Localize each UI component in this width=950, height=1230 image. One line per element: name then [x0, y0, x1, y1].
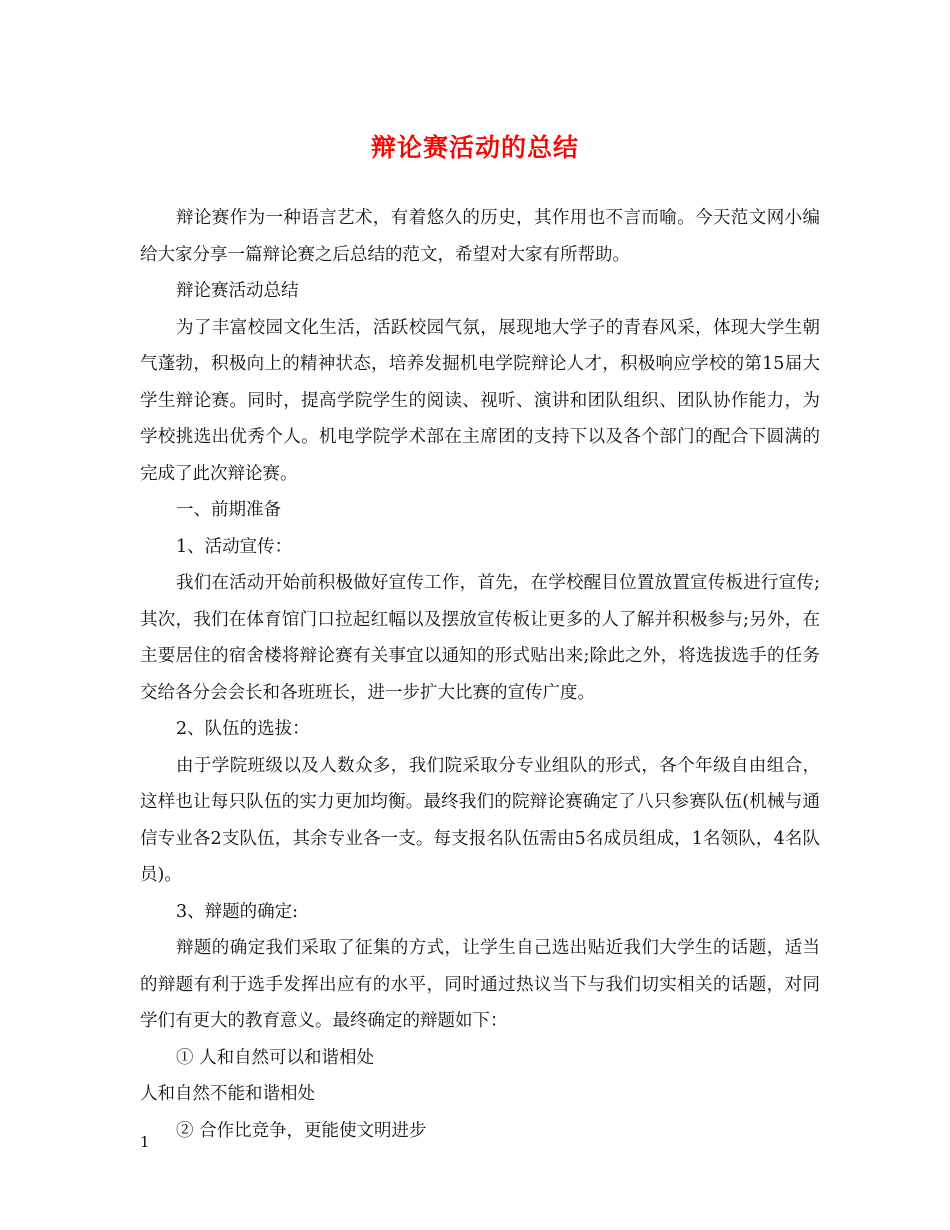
- topic-item-1-negative: 人和自然不能和谐相处: [140, 1084, 315, 1104]
- paragraph-team-selection: 由于学院班级以及人数众多，我们院采取分专业组队的形式，各个年级自由组合，这样也让每只队伍的实力更加均衡。最终我们的院辩论赛确定了八只参赛队伍(机械与通信专业各2支队伍，其余专业各一支。每支报名队伍需由5名成员组成，1名领队，4名队员)。: [140, 755, 820, 885]
- document-body: [140, 200, 820, 1149]
- document-title: 辩论赛活动的总结: [370, 133, 579, 162]
- subheading-team-selection: 2、队伍的选拔：: [176, 719, 310, 739]
- page-number: 1: [140, 1133, 150, 1151]
- paragraph-intro: 辩论赛作为一种语言艺术，有着悠久的历史，其作用也不言而喻。今天范文网小编给大家分享一篇辩论赛之后总结的范文，希望对大家有所帮助。: [140, 208, 820, 265]
- subheading-topic: 3、辩题的确定:: [176, 901, 299, 922]
- paragraph-publicity: 我们在活动开始前积极做好宣传工作，首先，在学校醒目位置放置宣传板进行宣传;其次，我们在体育馆门口拉起红幅以及摆放宣传板让更多的人了解并积极参与;另外，在主要居住的宿舍楼将辩论赛有关事宜以通知的形式贴出来;除此之外，将选拔选手的任务交给各分会会长和各班班长，进一步扩大比赛的宣传广度。: [140, 573, 820, 703]
- topic-item-2-affirmative: ② 合作比竞争，更能使文明进步: [176, 1120, 427, 1141]
- paragraph-purpose: 为了丰富校园文化生活，活跃校园气氛，展现地大学子的青春风采，体现大学生朝气蓬勃，积极向上的精神状态，培养发掘机电学院辩论人才，积极响应学校的第15届大学生辩论赛。同时，提高学院学生的阅读、视听、演讲和团队组织、团队协作能力，为学校挑选出优秀个人。机电学院学术部在主席团的支持下以及各个部门的配合下圆满的完成了此次辩论赛。: [140, 317, 820, 484]
- topic-item-1-affirmative: ① 人和自然可以和谐相处: [176, 1047, 375, 1068]
- paragraph-subtitle: 辩论赛活动总结: [176, 281, 299, 301]
- subheading-publicity: 1、活动宣传：: [176, 536, 293, 557]
- paragraph-topic: 辩题的确定我们采取了征集的方式，让学生自己选出贴近我们大学生的话题，适当的辩题有利于选手发挥出应有的水平，同时通过热议当下与我们切实相关的话题，对同学们有更大的教育意义。最终确定的辩题如下：: [140, 938, 820, 1031]
- section-heading-preparation: 一、前期准备: [176, 500, 281, 520]
